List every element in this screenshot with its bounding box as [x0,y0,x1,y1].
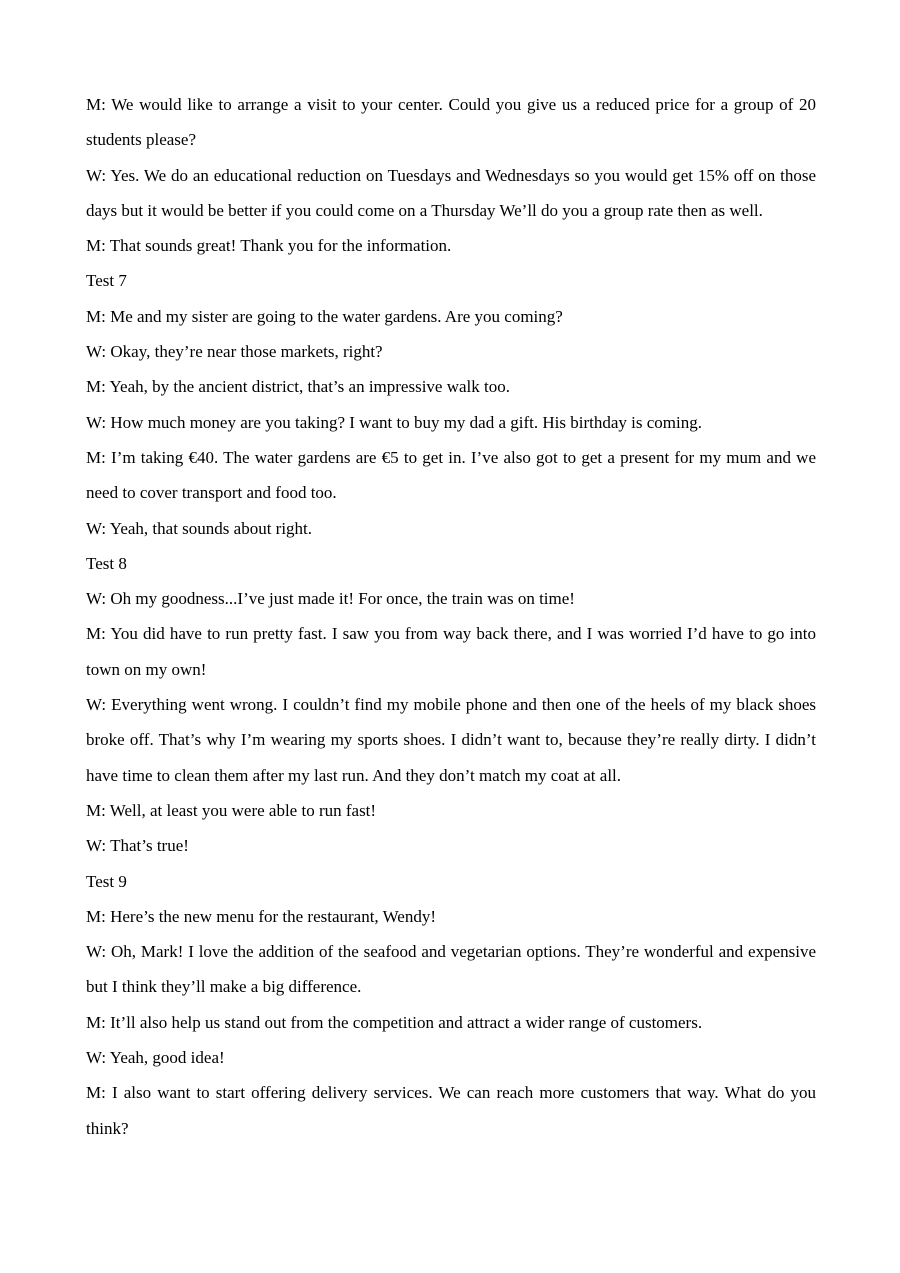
section-heading-test-9: Test 9 [86,871,127,891]
dialogue-line: W: Yeah, that sounds about right. [86,518,313,538]
dialogue-line: W: How much money are you taking? I want to buy my dad a gift. His birthday is coming. [86,412,702,432]
dialogue-line: W: Yeah, good idea! [86,1048,225,1068]
dialogue-line: M: Yeah, by the ancient district, that’s an impressive walk too. [86,377,510,397]
section-heading-test-7: Test 7 [86,271,127,291]
dialogue-line: M: We would like to arrange a visit to your center. Could you give us a reduced price for a group of 20 students please? [86,95,816,150]
dialogue-line: M: It’ll also help us stand out from the competition and attract a wider range of customers. [86,1012,703,1032]
dialogue-line: W: Okay, they’re near those markets, right? [86,342,383,362]
dialogue-line: M: Well, at least you were able to run fast! [86,800,377,820]
dialogue-line: W: Everything went wrong. I couldn’t find my mobile phone and then one of the heels of my black shoes broke off. That’s why I’m wearing my sports shoes. I didn’t want to, because they’re really dirty. I didn’t have time to clean them after my last run. And they don’t match my coat at all. [86,695,816,785]
section-heading-test-8: Test 8 [86,553,127,573]
dialogue-line: M: Here’s the new menu for the restaurant, Wendy! [86,906,437,926]
transcript-body [86,87,816,1146]
dialogue-line: W: Oh my goodness...I’ve just made it! For once, the train was on time! [86,589,575,609]
dialogue-line: W: Oh, Mark! I love the addition of the seafood and vegetarian options. They’re wonderful and expensive but I think they’ll make a big difference. [86,942,816,997]
dialogue-line: M: I also want to start offering delivery services. We can reach more customers that way. What do you think? [86,1083,816,1138]
dialogue-line: M: That sounds great! Thank you for the information. [86,236,452,256]
dialogue-line: M: Me and my sister are going to the water gardens. Are you coming? [86,306,563,326]
dialogue-line: W: That’s true! [86,836,189,856]
dialogue-line: M: You did have to run pretty fast. I saw you from way back there, and I was worried I’d have to go into town on my own! [86,624,816,679]
dialogue-line: M: I’m taking €40. The water gardens are €5 to get in. I’ve also got to get a present for my mum and we need to cover transport and food too. [86,447,816,503]
dialogue-line: W: Yes. We do an educational reduction on Tuesdays and Wednesdays so you would get 15% off on those days but it would be better if you could come on a Thursday We’ll do you a group rate then as well. [86,165,816,220]
